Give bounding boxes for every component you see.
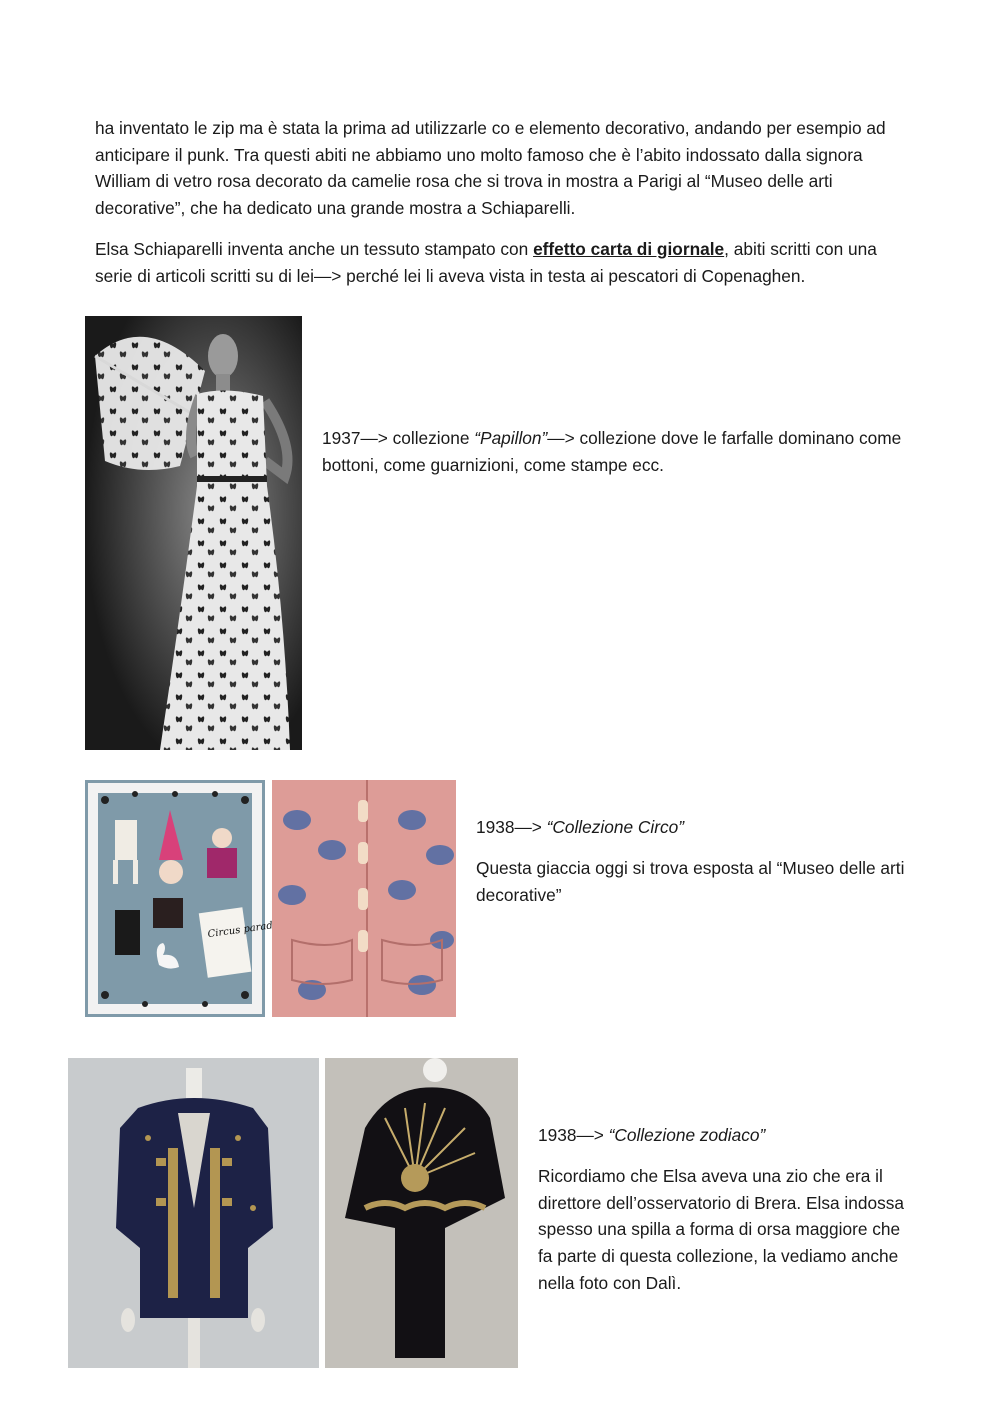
papillon-description: —> collezione dove le farfalle dominano come bottoni, come guarnizioni, come stampe ecc.: [322, 428, 902, 475]
paragraph-text-start: Elsa Schiaparelli inventa anche un tessuto stampato con: [95, 239, 534, 259]
zodiaco-collection-name: “Collezione zodiaco”: [608, 1125, 766, 1145]
zodiac-jacket-illustration: [68, 1058, 319, 1368]
circus-print-illustration: [85, 780, 280, 1017]
papillon-year: 1937—> collezione: [322, 428, 475, 448]
papillon-caption: [322, 425, 922, 478]
circo-year: 1938—>: [476, 817, 547, 837]
zodiac-cape-photo: [325, 1058, 518, 1368]
paragraph-text-end: , abiti scritti con una serie di articoli scritti su di lei—> perché lei li aveva vista in testa ai pescatori di Copenaghen.: [95, 239, 877, 286]
bold-underlined-term: effetto carta di giornale: [533, 239, 725, 259]
zodiac-cape-illustration: [325, 1058, 518, 1368]
circo-caption-title: [476, 814, 916, 841]
zodiaco-caption-text: Ricordiamo che Elsa aveva una zio che era il direttore dell’osservatorio di Brera. Elsa indossa spesso una spilla a forma di orsa maggiore che fa parte di questa collezione, la vediamo anche nella foto con Dalì.: [538, 1166, 904, 1293]
circus-print-photo: [85, 780, 280, 1017]
zodiaco-caption-title: [538, 1122, 918, 1149]
circus-sign-text: Circus parade: [207, 919, 280, 941]
paragraph-zip: ha inventato le zip ma è stata la prima ad utilizzarle co e elemento decorativo, andando per esempio ad anticipare il punk. Tra questi abiti ne abbiamo uno molto famoso che è l’abito indossato dalla signora William di vetro rosa decorato da camelie rosa che si trova in mostra a Parigi al “Museo delle arti decorative”, che ha dedicato una grande mostra a Schiaparelli.: [95, 118, 886, 219]
circo-collection-name: “Collezione Circo”: [546, 817, 684, 837]
zodiaco-year: 1938—>: [538, 1125, 609, 1145]
papillon-collection-name: “Papillon”: [474, 428, 548, 448]
papillon-dress-illustration: [85, 316, 302, 750]
circus-jacket-photo: [272, 780, 456, 1017]
zodiac-jacket-photo: [68, 1058, 319, 1368]
circus-jacket-illustration: [272, 780, 456, 1017]
papillon-dress-photo: [85, 316, 302, 750]
paragraph-newspaper-print: [95, 236, 915, 289]
circo-caption-text: Questa giaccia oggi si trova esposta al “Museo delle arti decorative”: [476, 858, 905, 905]
